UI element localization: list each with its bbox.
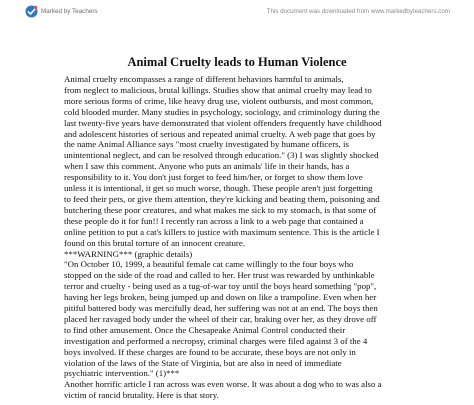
text-line: Another horrific article I ran across was even worse. It was about a dog who to was also a [64, 379, 382, 390]
text-line: to find other amusement. Once the Chesapeake Animal Control conducted their [64, 324, 346, 335]
download-notice: This document was downloaded from www.markedbyteachers.com [266, 8, 450, 15]
text-line: victim of rancid brutality. Here is that story. [64, 390, 219, 401]
text-line: psychiatric intervention." (1)*** [64, 368, 180, 379]
document-header [0, 0, 474, 22]
text-line: from neglect to malicious, brutal killings. Studies show that animal cruelty may lead to [64, 84, 372, 95]
text-line: and adolescent histories of serious and repeated animal cruelty. A web page that goes by [64, 128, 376, 139]
text-line: when I saw this comment. Anyone who puts an animals' life in their hands, has a [64, 161, 350, 172]
text-line: stopped on the side of the road and called to her. Her trust was rewarded by unthinkable [64, 270, 375, 281]
text-line: responsibility to it. You don't just forget to feed him/her, or forget to show them love [64, 172, 363, 183]
text-line: unless it is intentional, it get so much worse, though. These people aren't just forgetting [64, 183, 373, 194]
document-title: Animal Cruelty leads to Human Violence [127, 55, 347, 69]
text-line: last twenty-five years have demonstrated that violent offenders frequently have childhood [64, 117, 382, 128]
marked-by-teachers-logo[interactable] [25, 5, 98, 18]
text-line: to feed their pets, or give them attention, they're kicking and beating them, poisoning and [64, 193, 380, 204]
text-line: cold blooded murder. Many studies in psychology, sociology, and criminology during the [64, 106, 380, 117]
text-line: investigation and performed a necropsy, criminal charges were filed against 3 of the 4 [64, 335, 368, 346]
text-line: terror and cruelty - being used as a tug-of-war toy until the boys heard something "pop", [64, 281, 377, 292]
text-line: violation of the laws of the State of Virginia, but are also in need of immediate [64, 357, 342, 368]
text-line: ***WARNING*** (graphic details) [64, 248, 193, 259]
document-body [64, 74, 464, 401]
text-line: online petition to put a cat's killers to justice with maximum sentence. This is the article I [64, 226, 380, 237]
text-line: the name Animal Alliance says "most cruelty investigated by humane officers, is [64, 139, 349, 150]
text-line: butchering these poor creatures, and what makes me sick to my stomach, is that some of [64, 204, 377, 215]
marked-by-teachers-logo-icon [25, 5, 38, 18]
text-line: more serious forms of crime, like heavy drug use, violent outbursts, and most common, [64, 95, 374, 106]
text-line: pitiful battered body was mercifully dead, her suffering was not at an end. The boys then [64, 303, 378, 314]
text-line: having her legs broken, being jumped up and down on like a trampoline. Even when her [64, 292, 377, 303]
text-line: "On October 10, 1999, a beautiful female cat came willingly to the four boys who [64, 259, 354, 270]
text-line: boys involved. If these charges are found to be accurate, these boys are not only in [64, 346, 356, 357]
text-line: unintentional neglect, and can be resolved through education." (3) I was slightly shocked [64, 150, 379, 161]
text-line: found on this brutal torture of an innocent creature. [64, 237, 245, 248]
logo-text: Marked by Teachers [41, 8, 98, 15]
text-line: placed her ravaged body under the wheel of their car, braking over her, as they drove off [64, 313, 377, 324]
text-line: these people do it for fun!! I recently ran across a link to a web page that contained a [64, 215, 364, 226]
text-line: Animal cruelty encompasses a range of different behaviors harmful to animals, [64, 74, 344, 84]
